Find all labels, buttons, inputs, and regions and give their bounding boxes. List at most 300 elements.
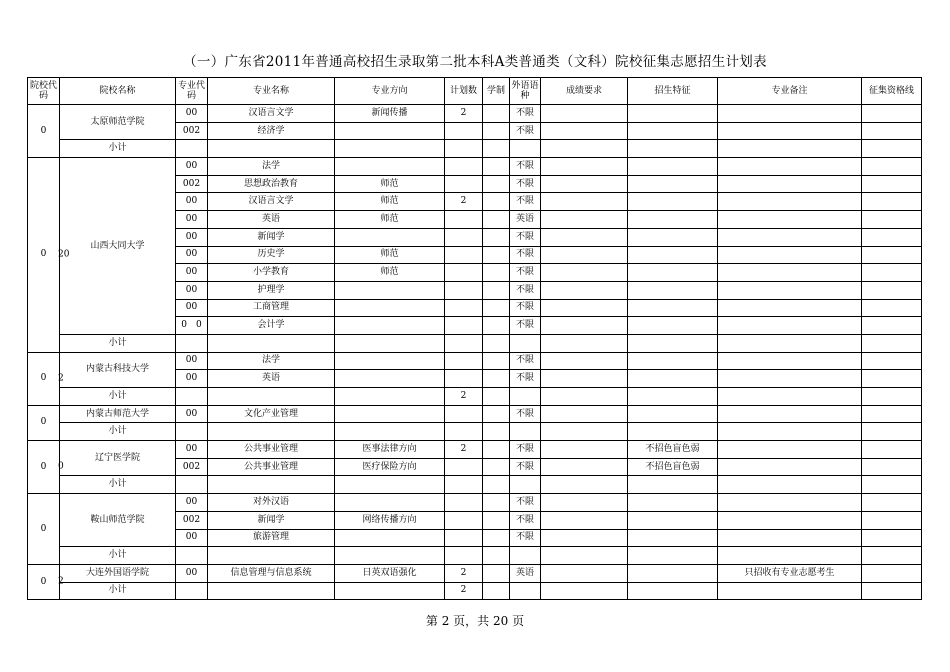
qualify-line-cell [862, 105, 922, 123]
header-remarks: 专业备注 [718, 78, 862, 105]
feature-cell [628, 494, 718, 512]
major-direction [335, 281, 445, 299]
subtotal-empty-cell [862, 582, 922, 600]
years-cell [483, 405, 510, 423]
years-cell [483, 281, 510, 299]
major-code: 00 [176, 405, 208, 423]
qualify-line-cell [862, 264, 922, 282]
feature-cell [628, 370, 718, 388]
major-code: 002 [176, 122, 208, 140]
table-row [28, 564, 922, 582]
table-row [28, 158, 922, 176]
language-cell: 不限 [510, 299, 541, 317]
school-code-cell [28, 441, 64, 494]
remark-cell [718, 193, 862, 211]
major-name: 对外汉语 [208, 494, 335, 512]
school-code: 0 [40, 417, 47, 428]
score-requirement-cell [541, 105, 628, 123]
table-row [28, 105, 922, 123]
score-requirement-cell [541, 211, 628, 229]
qualify-line-cell [862, 122, 922, 140]
school-code: 0 [40, 373, 47, 384]
subtotal-direction [335, 388, 445, 406]
subtotal-empty-cell [510, 388, 541, 406]
language-cell: 不限 [510, 494, 541, 512]
enrollment-plan-table [27, 77, 922, 600]
subtotal-empty-cell [718, 388, 862, 406]
major-direction [335, 494, 445, 512]
qualify-line-cell [862, 299, 922, 317]
feature-cell [628, 193, 718, 211]
subtotal-empty-cell [862, 140, 922, 158]
major-direction [335, 370, 445, 388]
subtotal-empty-cell [510, 334, 541, 352]
subtotal-plan [445, 334, 483, 352]
school-name: 太原师范学院 [60, 105, 176, 140]
school-code-cell [28, 405, 60, 440]
major-direction [335, 158, 445, 176]
feature-cell [628, 105, 718, 123]
feature-cell [628, 564, 718, 582]
plan-count [445, 299, 483, 317]
subtotal-empty-cell [541, 476, 628, 494]
years-cell [483, 228, 510, 246]
subtotal-major-code [176, 476, 208, 494]
qualify-line-cell [862, 281, 922, 299]
major-code: 00 [176, 281, 208, 299]
major-code: 002 [176, 458, 208, 476]
plan-count [445, 122, 483, 140]
subtotal-empty-cell [510, 476, 541, 494]
major-direction: 医疗保险方向 [335, 458, 445, 476]
school-name: 山西大同大学 [60, 158, 176, 335]
remark-cell [718, 352, 862, 370]
language-cell: 不限 [510, 193, 541, 211]
subtotal-empty-cell [718, 582, 862, 600]
plan-count: 2 [445, 441, 483, 459]
school-name: 辽宁医学院 [60, 441, 176, 476]
years-cell [483, 458, 510, 476]
subtotal-empty-cell [862, 423, 922, 441]
years-cell [483, 158, 510, 176]
subtotal-empty-cell [862, 388, 922, 406]
school-name: 内蒙古师范大学 [60, 405, 176, 423]
major-direction: 师范 [335, 193, 445, 211]
school-name: 内蒙古科技大学 [60, 352, 176, 387]
feature-cell: 不招色盲色弱 [628, 441, 718, 459]
major-direction: 网络传播方向 [335, 511, 445, 529]
subtotal-major-name [208, 140, 335, 158]
subtotal-major-name [208, 334, 335, 352]
header-qualify-line: 征集资格线 [862, 78, 922, 105]
years-cell [483, 511, 510, 529]
language-cell: 不限 [510, 441, 541, 459]
remark-cell [718, 494, 862, 512]
language-cell: 英语 [510, 564, 541, 582]
language-cell: 不限 [510, 511, 541, 529]
plan-count: 2 [445, 193, 483, 211]
major-name: 新闻学 [208, 511, 335, 529]
school-code: 0 [40, 523, 47, 534]
years-cell [483, 193, 510, 211]
feature-cell [628, 175, 718, 193]
page-title: （一）广东省2011年普通高校招生录取第二批本科A类普通类（文科）院校征集志愿招生计划表 [183, 54, 767, 70]
school-code-cell [28, 158, 70, 353]
subtotal-label: 小计 [60, 476, 176, 494]
major-name: 思想政治教育 [208, 175, 335, 193]
subtotal-direction [335, 334, 445, 352]
school-code-cell [28, 352, 64, 405]
subtotal-label: 小计 [60, 547, 176, 565]
feature-cell [628, 405, 718, 423]
header-major-code: 专业代码 [176, 78, 208, 105]
remark-cell [718, 511, 862, 529]
subtotal-major-code [176, 140, 208, 158]
header-features: 招生特征 [628, 78, 718, 105]
major-code: 0 0 [176, 317, 208, 335]
school-code-extra: 20 [58, 249, 70, 260]
subtotal-label: 小计 [60, 388, 176, 406]
school-code: 0 [40, 576, 47, 587]
header-score-requirement: 成绩要求 [541, 78, 628, 105]
major-code: 00 [176, 211, 208, 229]
years-cell [483, 246, 510, 264]
subtotal-empty-cell [862, 476, 922, 494]
language-cell: 不限 [510, 317, 541, 335]
language-cell: 英语 [510, 211, 541, 229]
subtotal-plan: 2 [445, 582, 483, 600]
years-cell [483, 175, 510, 193]
plan-count [445, 175, 483, 193]
subtotal-empty-cell [628, 582, 718, 600]
table-row [28, 441, 922, 459]
major-name: 旅游管理 [208, 529, 335, 547]
years-cell [483, 441, 510, 459]
major-direction [335, 299, 445, 317]
score-requirement-cell [541, 158, 628, 176]
header-language: 外语语种 [510, 78, 541, 105]
feature-cell: 不招色盲色弱 [628, 458, 718, 476]
qualify-line-cell [862, 405, 922, 423]
major-direction: 日英双语强化 [335, 564, 445, 582]
major-name: 历史学 [208, 246, 335, 264]
major-name: 法学 [208, 352, 335, 370]
major-code: 00 [176, 105, 208, 123]
major-name: 汉语言文学 [208, 105, 335, 123]
subtotal-empty-cell [510, 423, 541, 441]
score-requirement-cell [541, 317, 628, 335]
subtotal-empty-cell [483, 334, 510, 352]
plan-count [445, 370, 483, 388]
subtotal-plan [445, 423, 483, 441]
major-name: 护理学 [208, 281, 335, 299]
years-cell [483, 494, 510, 512]
table-row [28, 494, 922, 512]
subtotal-major-code [176, 334, 208, 352]
qualify-line-cell [862, 494, 922, 512]
remark-cell [718, 299, 862, 317]
language-cell: 不限 [510, 458, 541, 476]
major-name: 新闻学 [208, 228, 335, 246]
plan-count [445, 317, 483, 335]
subtotal-direction [335, 547, 445, 565]
subtotal-direction [335, 140, 445, 158]
subtotal-major-name [208, 547, 335, 565]
subtotal-direction [335, 423, 445, 441]
subtotal-empty-cell [718, 140, 862, 158]
subtotal-empty-cell [541, 334, 628, 352]
major-code: 00 [176, 264, 208, 282]
major-code: 002 [176, 511, 208, 529]
header-direction: 专业方向 [335, 78, 445, 105]
plan-count: 2 [445, 105, 483, 123]
years-cell [483, 122, 510, 140]
major-code: 00 [176, 299, 208, 317]
subtotal-empty-cell [483, 388, 510, 406]
score-requirement-cell [541, 564, 628, 582]
score-requirement-cell [541, 281, 628, 299]
subtotal-empty-cell [862, 334, 922, 352]
qualify-line-cell [862, 228, 922, 246]
subtotal-direction [335, 476, 445, 494]
major-direction [335, 228, 445, 246]
subtotal-empty-cell [628, 140, 718, 158]
major-name: 法学 [208, 158, 335, 176]
language-cell: 不限 [510, 529, 541, 547]
major-code: 00 [176, 370, 208, 388]
subtotal-empty-cell [510, 582, 541, 600]
feature-cell [628, 122, 718, 140]
table-body [28, 105, 922, 600]
header-school-code: 院校代码 [28, 78, 60, 105]
major-name: 汉语言文学 [208, 193, 335, 211]
language-cell: 不限 [510, 352, 541, 370]
score-requirement-cell [541, 405, 628, 423]
score-requirement-cell [541, 299, 628, 317]
major-direction [335, 317, 445, 335]
school-code-extra: 0 [58, 461, 64, 472]
subtotal-empty-cell [541, 582, 628, 600]
remark-cell [718, 105, 862, 123]
major-code: 00 [176, 494, 208, 512]
major-direction [335, 405, 445, 423]
qualify-line-cell [862, 317, 922, 335]
subtotal-plan [445, 547, 483, 565]
remark-cell [718, 317, 862, 335]
feature-cell [628, 352, 718, 370]
language-cell: 不限 [510, 281, 541, 299]
school-code-cell [28, 494, 60, 565]
subtotal-label: 小计 [60, 140, 176, 158]
subtotal-empty-cell [862, 547, 922, 565]
language-cell: 不限 [510, 175, 541, 193]
subtotal-plan [445, 476, 483, 494]
language-cell: 不限 [510, 228, 541, 246]
header-school-name: 院校名称 [60, 78, 176, 105]
subtotal-major-code [176, 582, 208, 600]
score-requirement-cell [541, 511, 628, 529]
subtotal-empty-cell [718, 476, 862, 494]
subtotal-row [28, 547, 922, 565]
major-code: 00 [176, 529, 208, 547]
remark-cell [718, 175, 862, 193]
major-code: 002 [176, 175, 208, 193]
plan-count [445, 405, 483, 423]
major-code: 00 [176, 228, 208, 246]
remark-cell [718, 370, 862, 388]
subtotal-row [28, 140, 922, 158]
subtotal-empty-cell [628, 547, 718, 565]
subtotal-empty-cell [510, 547, 541, 565]
school-name: 大连外国语学院 [60, 564, 176, 582]
school-code-cell [28, 564, 64, 599]
feature-cell [628, 211, 718, 229]
qualify-line-cell [862, 529, 922, 547]
qualify-line-cell [862, 352, 922, 370]
years-cell [483, 352, 510, 370]
major-code: 00 [176, 441, 208, 459]
major-name: 小学教育 [208, 264, 335, 282]
header-major-name: 专业名称 [208, 78, 335, 105]
subtotal-empty-cell [628, 388, 718, 406]
subtotal-label: 小计 [60, 582, 176, 600]
score-requirement-cell [541, 175, 628, 193]
qualify-line-cell [862, 158, 922, 176]
plan-count [445, 281, 483, 299]
table-row [28, 352, 922, 370]
subtotal-empty-cell [718, 334, 862, 352]
remark-cell [718, 264, 862, 282]
table-header [28, 78, 922, 105]
years-cell [483, 564, 510, 582]
subtotal-direction [335, 582, 445, 600]
subtotal-empty-cell [483, 476, 510, 494]
school-code-extra: 2 [58, 373, 64, 384]
qualify-line-cell [862, 441, 922, 459]
major-name: 公共事业管理 [208, 458, 335, 476]
qualify-line-cell [862, 511, 922, 529]
subtotal-empty-cell [510, 140, 541, 158]
years-cell [483, 264, 510, 282]
school-name: 鞍山师范学院 [60, 494, 176, 547]
major-name: 公共事业管理 [208, 441, 335, 459]
score-requirement-cell [541, 441, 628, 459]
years-cell [483, 299, 510, 317]
score-requirement-cell [541, 246, 628, 264]
subtotal-row [28, 388, 922, 406]
score-requirement-cell [541, 458, 628, 476]
feature-cell [628, 264, 718, 282]
subtotal-empty-cell [483, 423, 510, 441]
major-name: 英语 [208, 211, 335, 229]
feature-cell [628, 246, 718, 264]
major-direction: 师范 [335, 264, 445, 282]
feature-cell [628, 529, 718, 547]
subtotal-row [28, 476, 922, 494]
remark-cell [718, 441, 862, 459]
school-code: 0 [40, 461, 47, 472]
years-cell [483, 105, 510, 123]
qualify-line-cell [862, 564, 922, 582]
score-requirement-cell [541, 529, 628, 547]
remark-cell [718, 281, 862, 299]
score-requirement-cell [541, 122, 628, 140]
qualify-line-cell [862, 193, 922, 211]
subtotal-plan [445, 140, 483, 158]
qualify-line-cell [862, 458, 922, 476]
subtotal-major-name [208, 582, 335, 600]
subtotal-row [28, 582, 922, 600]
school-code: 0 [40, 249, 47, 260]
subtotal-major-code [176, 423, 208, 441]
language-cell: 不限 [510, 122, 541, 140]
score-requirement-cell [541, 370, 628, 388]
remark-cell [718, 228, 862, 246]
language-cell: 不限 [510, 405, 541, 423]
qualify-line-cell [862, 370, 922, 388]
subtotal-empty-cell [483, 140, 510, 158]
subtotal-major-code [176, 547, 208, 565]
plan-count [445, 511, 483, 529]
subtotal-empty-cell [541, 547, 628, 565]
plan-count [445, 264, 483, 282]
plan-count [445, 529, 483, 547]
subtotal-empty-cell [483, 547, 510, 565]
major-direction [335, 122, 445, 140]
major-code: 00 [176, 564, 208, 582]
feature-cell [628, 158, 718, 176]
qualify-line-cell [862, 246, 922, 264]
feature-cell [628, 228, 718, 246]
subtotal-empty-cell [541, 140, 628, 158]
table-row [28, 405, 922, 423]
years-cell [483, 529, 510, 547]
major-name: 工商管理 [208, 299, 335, 317]
remark-cell [718, 405, 862, 423]
plan-count [445, 246, 483, 264]
subtotal-empty-cell [628, 334, 718, 352]
major-name: 文化产业管理 [208, 405, 335, 423]
remark-cell [718, 158, 862, 176]
language-cell: 不限 [510, 105, 541, 123]
subtotal-empty-cell [718, 547, 862, 565]
major-code: 00 [176, 352, 208, 370]
subtotal-label: 小计 [60, 423, 176, 441]
major-direction: 师范 [335, 246, 445, 264]
remark-cell [718, 458, 862, 476]
plan-count [445, 158, 483, 176]
plan-count [445, 352, 483, 370]
language-cell: 不限 [510, 264, 541, 282]
school-code-cell [28, 105, 60, 158]
header-plan: 计划数 [445, 78, 483, 105]
feature-cell [628, 511, 718, 529]
major-code: 00 [176, 193, 208, 211]
subtotal-empty-cell [628, 423, 718, 441]
major-code: 00 [176, 158, 208, 176]
major-name: 会计学 [208, 317, 335, 335]
subtotal-major-name [208, 388, 335, 406]
subtotal-row [28, 423, 922, 441]
plan-count [445, 228, 483, 246]
major-name: 经济学 [208, 122, 335, 140]
plan-count [445, 211, 483, 229]
subtotal-empty-cell [541, 388, 628, 406]
major-direction [335, 529, 445, 547]
major-code: 00 [176, 246, 208, 264]
feature-cell [628, 299, 718, 317]
remark-cell [718, 211, 862, 229]
